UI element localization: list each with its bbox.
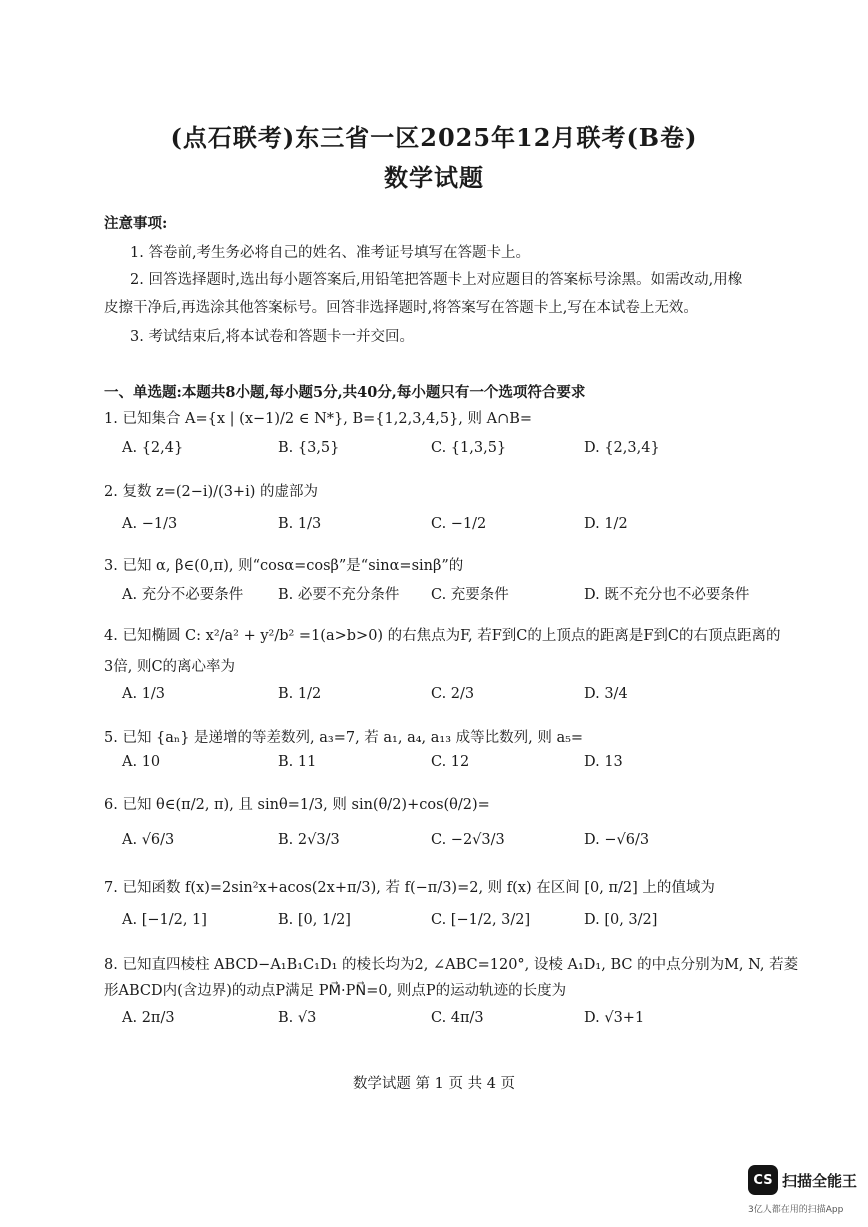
q5-option-b: B. 11 (278, 754, 317, 770)
question-5-stem: 5. 已知 {aₙ} 是递增的等差数列, a₃=7, 若 a₁, a₄, a₁₃ 成等比数列, 则 a₅= (104, 730, 584, 746)
q7-option-a: A. [−1/2, 1] (122, 912, 207, 928)
q2-option-b: B. 1/3 (278, 516, 322, 532)
question-8-stem: 8. 已知直四棱柱 ABCD−A₁B₁C₁D₁ 的棱长均为2, ∠ABC=120°, 设棱 A₁D₁, BC 的中点分别为M, N, 若菱 (104, 957, 799, 973)
question-8-stem-cont: 形ABCD内(含边界)的动点P满足 PM⃗·PN⃗=0, 则点P的运动轨迹的长度为 (104, 983, 567, 999)
question-3-stem: 3. 已知 α, β∈(0,π), 则“cosα=cosβ”是“sinα=sinβ”的 (104, 558, 464, 574)
q6-option-b: B. 2√3/3 (278, 832, 340, 848)
q4-option-b: B. 1/2 (278, 686, 322, 702)
question-4-stem: 4. 已知椭圆 C: x²/a² + y²/b² =1(a>b>0) 的右焦点为F, 若F到C的上顶点的距离是F到C的右顶点距离的 (104, 628, 781, 644)
q7-option-d: D. [0, 3/2] (584, 912, 658, 928)
q1-option-a: A. {2,4} (122, 440, 184, 456)
page-footer: 数学试题 第 1 页 共 4 页 (352, 1076, 516, 1092)
q8-option-d: D. √3+1 (584, 1010, 645, 1026)
q3-option-a: A. 充分不必要条件 (122, 587, 244, 603)
note-item-2-cont: 皮擦干净后,再选涂其他答案标号。回答非选择题时,将答案写在答题卡上,写在本试卷上无效。 (104, 300, 698, 316)
q3-option-d: D. 既不充分也不必要条件 (584, 587, 750, 603)
note-item-3: 3. 考试结束后,将本试卷和答题卡一并交回。 (130, 329, 415, 345)
exam-subtitle: 数学试题 (384, 163, 484, 192)
q5-option-a: A. 10 (122, 754, 161, 770)
note-item-2: 2. 回答选择题时,选出每小题答案后,用铅笔把答题卡上对应题目的答案标号涂黑。如需改动,用橡 (130, 272, 743, 288)
question-6-stem: 6. 已知 θ∈(π/2, π), 且 sinθ=1/3, 则 sin(θ/2)+cos(θ/2)= (104, 797, 490, 813)
exam-title: (点石联考)东三省一区2025年12月联考(B卷) (170, 123, 698, 152)
camscanner-app-name: 扫描全能王 (782, 1172, 858, 1190)
q4-option-a: A. 1/3 (122, 686, 166, 702)
q4-option-c: C. 2/3 (431, 686, 475, 702)
q6-option-c: C. −2√3/3 (431, 832, 505, 848)
q5-option-c: C. 12 (431, 754, 470, 770)
q7-option-b: B. [0, 1/2] (278, 912, 351, 928)
section-heading: 一、单选题:本题共8小题,每小题5分,共40分,每小题只有一个选项符合要求 (104, 384, 586, 401)
q1-option-d: D. {2,3,4} (584, 440, 660, 456)
q3-option-c: C. 充要条件 (431, 587, 509, 603)
q8-option-b: B. √3 (278, 1010, 317, 1026)
question-4-stem-cont: 3倍, 则C的离心率为 (104, 659, 236, 675)
q3-option-b: B. 必要不充分条件 (278, 587, 400, 603)
question-1-stem: 1. 已知集合 A={x | (x−1)/2 ∈ N*}, B={1,2,3,4,5}, 则 A∩B= (104, 411, 533, 427)
q2-option-a: A. −1/3 (122, 516, 178, 532)
q6-option-a: A. √6/3 (122, 832, 175, 848)
q5-option-d: D. 13 (584, 754, 623, 770)
q6-option-d: D. −√6/3 (584, 832, 650, 848)
q1-option-c: C. {1,3,5} (431, 440, 507, 456)
notes-heading: 注意事项: (104, 215, 168, 232)
q7-option-c: C. [−1/2, 3/2] (431, 912, 531, 928)
q2-option-c: C. −1/2 (431, 516, 487, 532)
q8-option-c: C. 4π/3 (431, 1010, 484, 1026)
camscanner-logo-icon: CS (748, 1165, 778, 1195)
question-2-stem: 2. 复数 z=(2−i)/(3+i) 的虚部为 (104, 484, 318, 500)
note-item-1: 1. 答卷前,考生务必将自己的姓名、准考证号填写在答题卡上。 (130, 245, 531, 261)
q8-option-a: A. 2π/3 (122, 1010, 175, 1026)
q1-option-b: B. {3,5} (278, 440, 340, 456)
q2-option-d: D. 1/2 (584, 516, 628, 532)
question-7-stem: 7. 已知函数 f(x)=2sin²x+acos(2x+π/3), 若 f(−π/3)=2, 则 f(x) 在区间 [0, π/2] 上的值域为 (104, 880, 715, 896)
q4-option-d: D. 3/4 (584, 686, 628, 702)
camscanner-tagline: 3亿人都在用的扫描App (748, 1205, 844, 1215)
